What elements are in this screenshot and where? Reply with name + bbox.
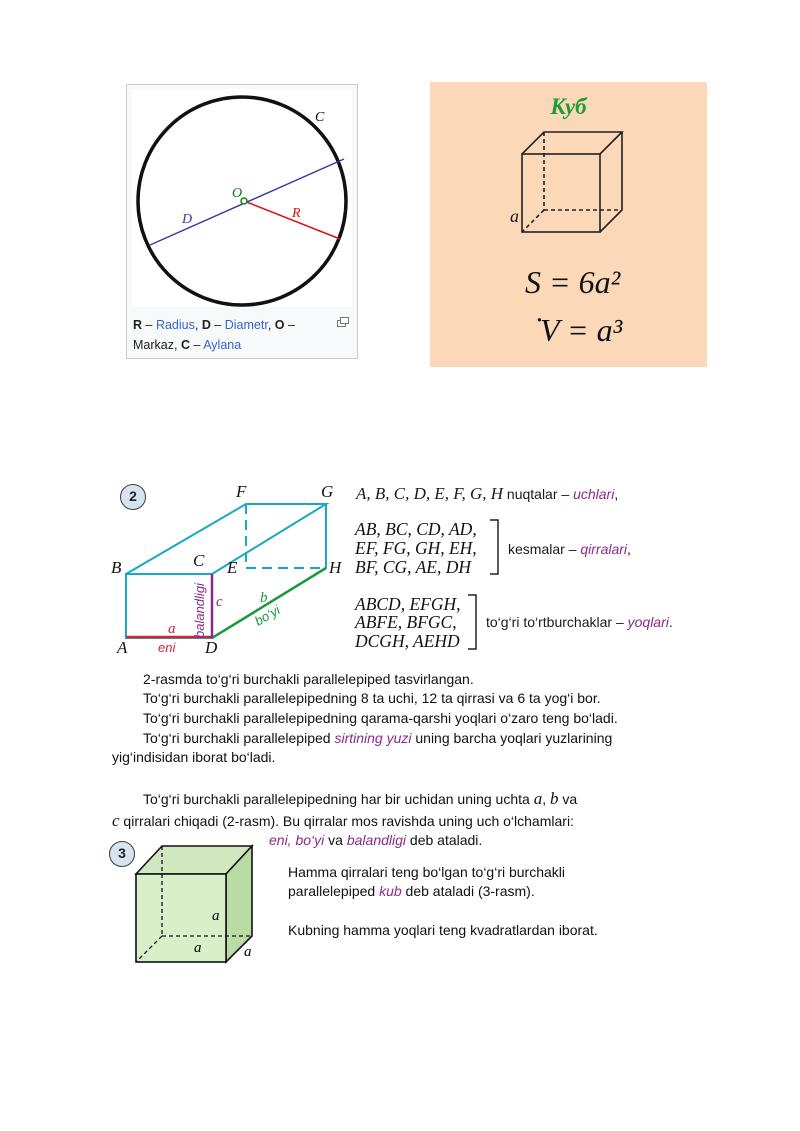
point-b: B <box>111 558 122 577</box>
edge-a-label: a <box>168 621 176 637</box>
label-c: C <box>315 110 325 125</box>
figure-3-text-2: Kubning hamma yoqlari teng kvadratlardan iborat. <box>288 922 598 938</box>
edge-balandligi-label: balandligi <box>192 583 207 638</box>
paragraph-4-line-2: yig‘indisidan iborat bo‘ladi. <box>112 749 276 765</box>
paragraph-1: 2-rasmda to‘g‘ri burchakli parallelepiped tasvirlangan. <box>143 671 474 687</box>
cube-edge-label-3: a <box>244 944 252 960</box>
paragraph-5-line-3: eni, bo‘yi va balandligi deb ataladi. <box>269 832 483 848</box>
edge-b-label: b <box>260 590 268 606</box>
figure-3-number: 3 <box>109 841 135 867</box>
faces-line-3: DCGH, AEHD <box>355 631 460 651</box>
cube-title: Куб <box>550 94 587 119</box>
cube-drawing <box>510 126 640 246</box>
cube-formula-card <box>430 82 707 367</box>
cube-edge-label: a <box>510 206 519 226</box>
faces-description: to‘g‘ri to‘rtburchaklar – yoqlari. <box>486 614 673 630</box>
circle-diagram <box>132 89 352 307</box>
point-e: E <box>227 558 238 577</box>
label-d: D <box>182 212 193 227</box>
edge-eni-label: eni <box>158 640 176 655</box>
edges-line-2: EF, FG, GH, EH, <box>355 538 477 558</box>
diametr-link[interactable]: Diametr <box>224 318 268 332</box>
edges-line-3: BF, CG, AE, DH <box>355 557 472 577</box>
faces-line-1: ABCD, EFGH, <box>355 594 461 614</box>
edges-description: kesmalar – qirralari, <box>508 541 631 557</box>
aylana-link[interactable]: Aylana <box>203 338 242 352</box>
edges-line-1: AB, BC, CD, AD, <box>355 519 477 539</box>
edge-c-label: c <box>216 594 223 610</box>
figure-3-text-line-2: parallelepiped kub deb ataladi (3-rasm). <box>288 883 535 899</box>
point-g: G <box>321 482 334 501</box>
point-d: D <box>205 638 218 657</box>
circle-caption: R – Radius, D – Diametr, O – Markaz, C – Aylana <box>133 318 295 352</box>
cube-area-formula: S = 6a² <box>525 264 621 300</box>
faces-line-2: ABFE, BFGC, <box>355 612 457 632</box>
faces-bracket <box>466 593 480 653</box>
paragraph-5-line-2: c qirralari chiqadi (2-rasm). Bu qirralar mos ravishda uning uch o‘lchamlari: <box>112 811 574 830</box>
enlarge-icon[interactable] <box>337 317 349 327</box>
paragraph-3: To‘g‘ri burchakli parallelepipedning qarama-qarshi yoqlari o‘zaro teng bo‘ladi. <box>143 710 618 726</box>
radius-link[interactable]: Radius <box>155 318 195 332</box>
figure-2-number: 2 <box>120 484 146 510</box>
cube-volume-dot: ˙ <box>532 310 543 346</box>
point-h: H <box>329 558 342 577</box>
paragraph-5-line-1: To‘g‘ri burchakli parallelepipedning har bir uchidan uning uchta a, b va <box>143 789 578 808</box>
label-o: O <box>232 186 243 201</box>
point-a: A <box>117 638 128 657</box>
point-f: F <box>236 482 247 501</box>
cube-edge-label-1: a <box>212 908 220 924</box>
paragraph-2: To‘g‘ri burchakli parallelepipedning 8 ta uchi, 12 ta qirrasi va 6 ta yog‘i bor. <box>143 690 601 706</box>
label-r: R <box>292 206 301 221</box>
cube-edge-label-2: a <box>194 940 202 956</box>
paragraph-4-line-1: To‘g‘ri burchakli parallelepiped sirtining yuzi uning barcha yoqlari yuzlarining <box>143 730 613 746</box>
figure-3-text-line-1: Hamma qirralari teng bo‘lgan to‘g‘ri burchakli <box>288 864 566 880</box>
point-c: C <box>193 551 205 570</box>
edge-boyi-label: bo‘yi <box>252 602 283 629</box>
green-cube-drawing <box>130 840 270 970</box>
vertices-line: A, B, C, D, E, F, G, H nuqtalar – uchlari, <box>356 484 619 503</box>
cube-volume-formula: V = a³ <box>540 312 623 348</box>
edges-bracket <box>488 518 502 578</box>
circle-figure-card <box>126 84 358 359</box>
